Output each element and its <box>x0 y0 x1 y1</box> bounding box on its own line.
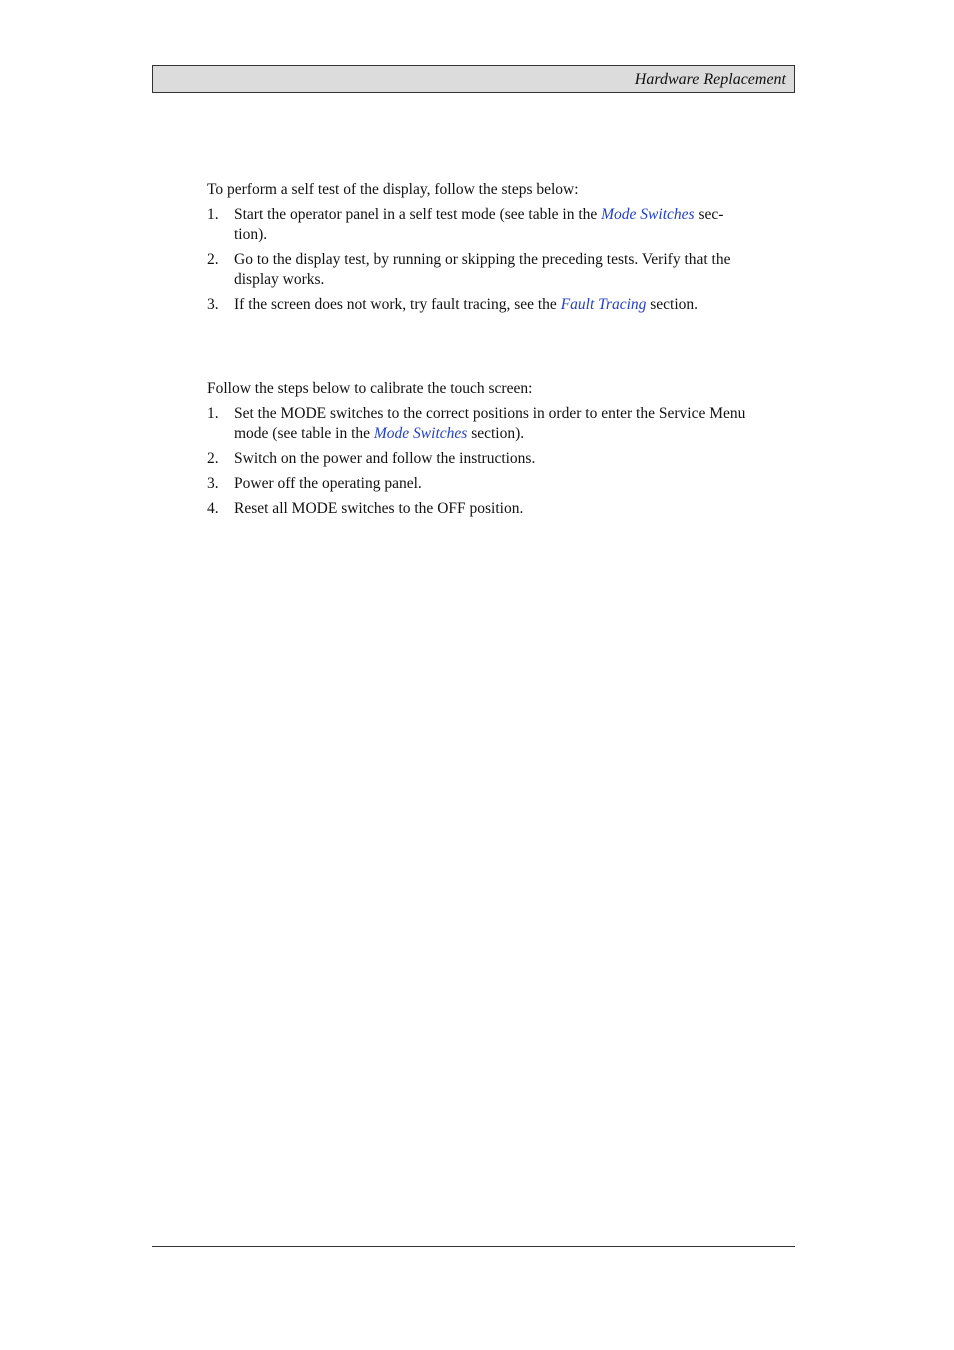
footer-divider <box>152 1246 795 1247</box>
step-text: Start the operator panel in a self test mode (see table in the <box>234 206 602 223</box>
step-text: section. <box>646 296 699 313</box>
step-number: 1. <box>207 405 219 422</box>
step-text: Set the MODE switches to the correct positions in order to enter the Service Menu mode (see table in the <box>234 405 746 442</box>
step-number: 4. <box>207 500 219 517</box>
list-item <box>207 205 747 245</box>
mode-switches-link[interactable]: Mode Switches <box>601 206 695 223</box>
page-header <box>152 65 795 93</box>
calibrate-intro: Follow the steps below to calibrate the touch screen: <box>207 380 533 397</box>
list-item <box>207 404 747 444</box>
header-title: Hardware Replacement <box>634 71 786 88</box>
list-item <box>207 295 747 315</box>
self-test-intro: To perform a self test of the display, follow the steps below: <box>207 181 579 198</box>
calibrate-steps <box>207 404 747 519</box>
step-text: Reset all MODE switches to the OFF position. <box>234 500 524 517</box>
list-item <box>207 250 747 290</box>
step-text: Go to the display test, by running or skipping the preceding tests. Verify that the display works. <box>234 251 731 288</box>
step-number: 3. <box>207 475 219 492</box>
step-text: section). <box>467 425 525 442</box>
step-number: 2. <box>207 251 219 268</box>
mode-switches-link[interactable]: Mode Switches <box>373 425 468 442</box>
calibrate-section <box>207 379 747 524</box>
step-text: sec-tion). <box>234 206 724 243</box>
list-item <box>207 449 747 469</box>
step-text: If the screen does not work, try fault tracing, see the <box>234 296 561 313</box>
list-item <box>207 499 747 519</box>
list-item <box>207 474 747 494</box>
step-number: 2. <box>207 450 219 467</box>
step-number: 1. <box>207 206 219 223</box>
step-number: 3. <box>207 296 219 313</box>
step-text: Switch on the power and follow the instructions. <box>234 450 536 467</box>
fault-tracing-link[interactable]: Fault Tracing <box>560 296 647 313</box>
self-test-section <box>207 180 747 320</box>
step-text: Power off the operating panel. <box>234 475 422 492</box>
self-test-steps <box>207 205 747 315</box>
